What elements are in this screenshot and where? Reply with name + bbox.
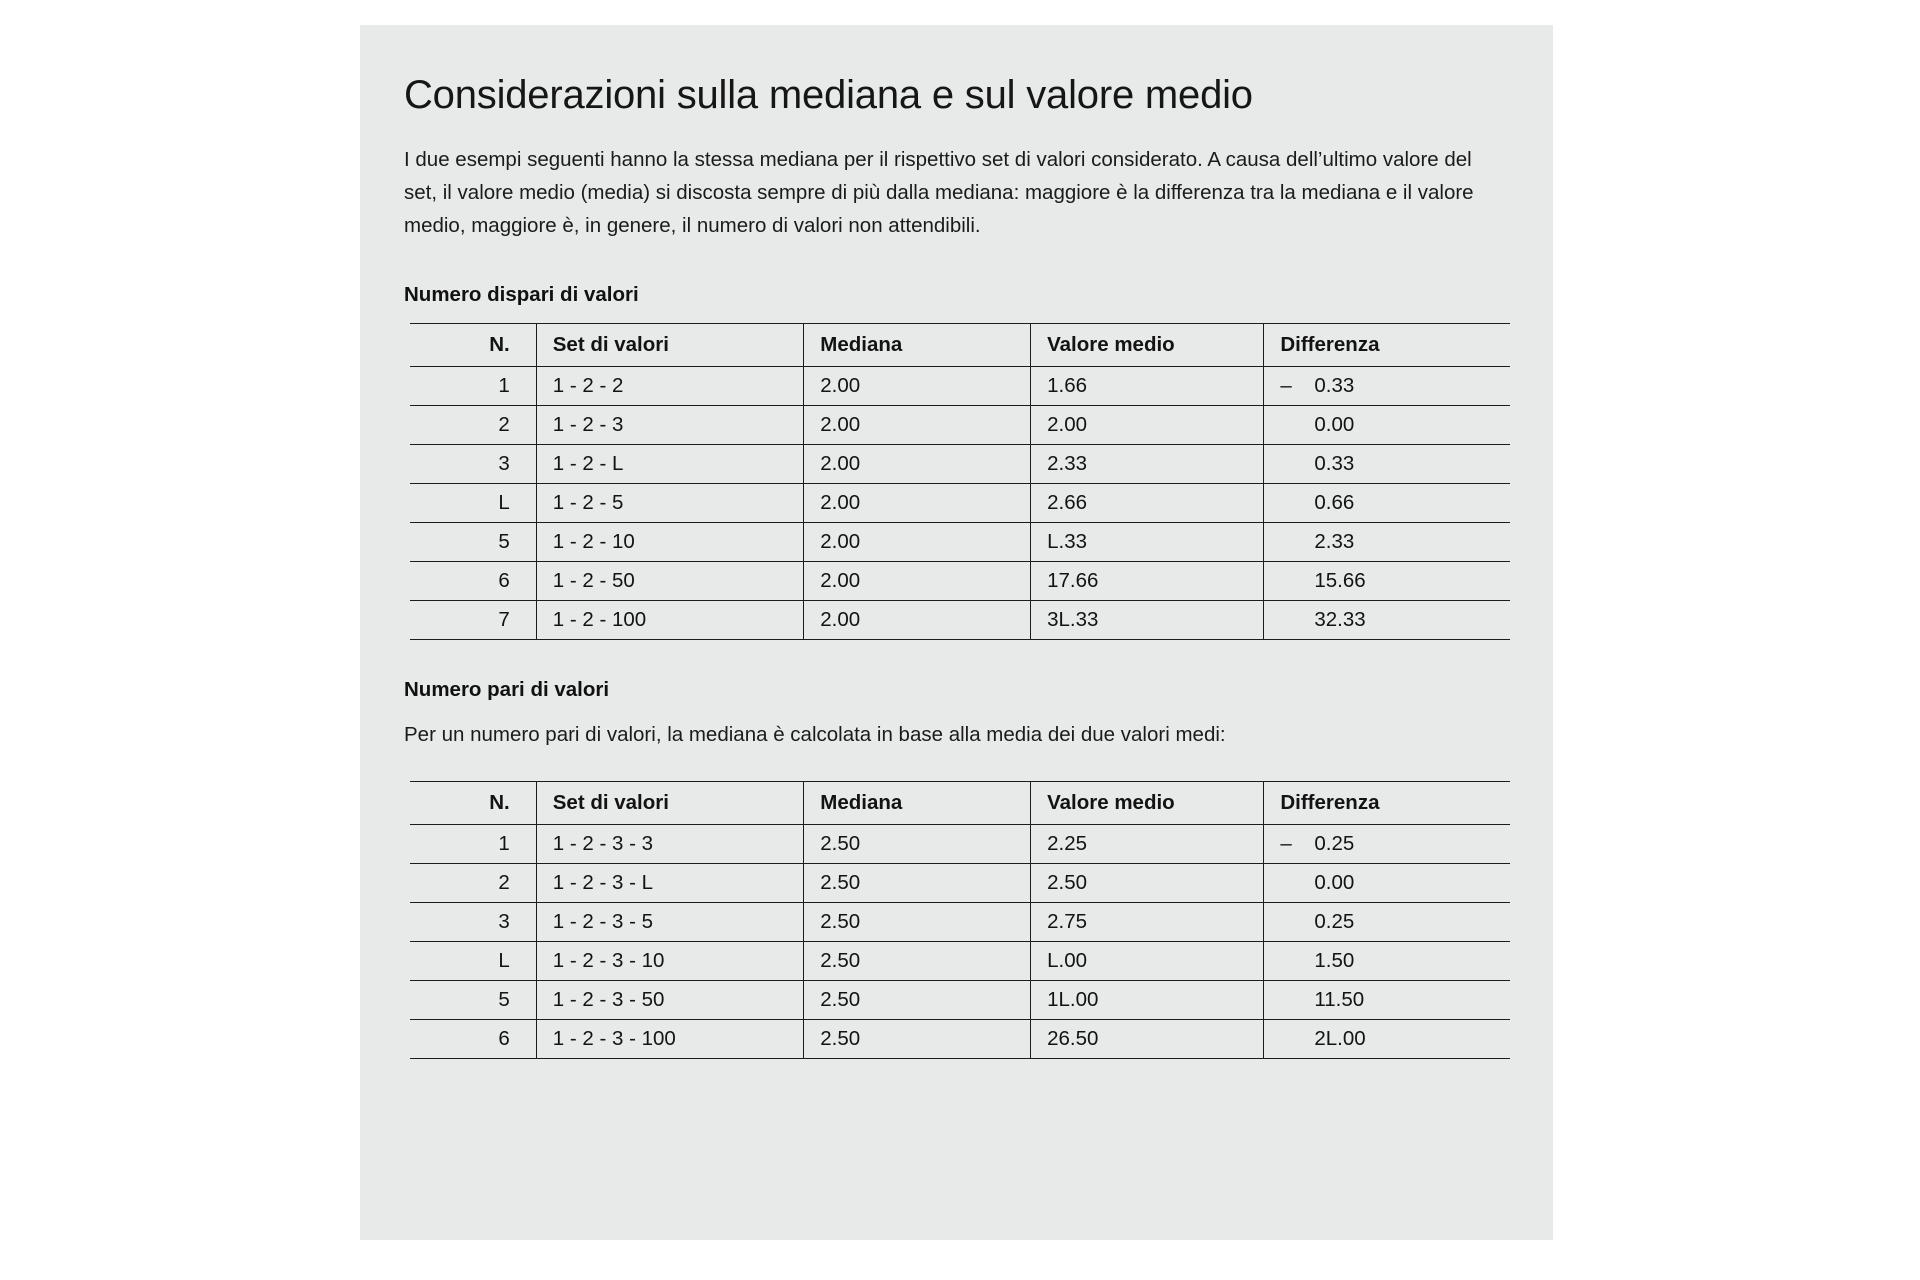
cell-set: 1 - 2 - 3 - 100 [536, 1019, 804, 1058]
differenza-value: 0.25 [1314, 909, 1355, 933]
table-row [410, 366, 1510, 405]
differenza-value: 15.66 [1314, 568, 1366, 592]
cell-valore-medio: L.33 [1031, 522, 1264, 561]
cell-mediana: 2.50 [804, 902, 1031, 941]
cell-n: 5 [410, 522, 536, 561]
column-header-set: Set di valori [536, 323, 804, 366]
table-odd-body [410, 366, 1510, 639]
cell-set: 1 - 2 - L [536, 444, 804, 483]
cell-set: 1 - 2 - 100 [536, 600, 804, 639]
minus-sign: – [1280, 831, 1292, 855]
cell-n: 6 [410, 561, 536, 600]
table-even-body [410, 824, 1510, 1058]
cell-valore-medio: 1L.00 [1031, 980, 1264, 1019]
table-row [410, 444, 1510, 483]
cell-valore-medio: 2.00 [1031, 405, 1264, 444]
cell-valore-medio: 2.66 [1031, 483, 1264, 522]
cell-differenza [1264, 561, 1510, 600]
column-header-valore-medio: Valore medio [1031, 781, 1264, 824]
cell-n: 1 [410, 366, 536, 405]
intro-paragraph: I due esempi seguenti hanno la stessa mediana per il rispettivo set di valori considerato. A causa dell’ultimo valore del set, il valore medio (media) si discosta sempre di più dalla mediana: maggiore è la differenza tra la mediana e il valore medio, maggiore è, in genere, il numero di valori non attendibili. [404, 148, 1474, 238]
cell-n: 6 [410, 1019, 536, 1058]
cell-differenza [1264, 980, 1510, 1019]
cell-differenza [1264, 366, 1510, 405]
column-header-differenza: Differenza [1264, 781, 1510, 824]
column-header-mediana: Mediana [804, 781, 1031, 824]
table-header-row [410, 323, 1510, 366]
cell-n: 2 [410, 863, 536, 902]
table-row [410, 561, 1510, 600]
section-heading-odd: Numero dispari di valori [404, 282, 639, 306]
table-row [410, 980, 1510, 1019]
column-header-mediana: Mediana [804, 323, 1031, 366]
cell-set: 1 - 2 - 2 [536, 366, 804, 405]
cell-n: L [410, 941, 536, 980]
cell-mediana: 2.00 [804, 444, 1031, 483]
table-row [410, 941, 1510, 980]
differenza-value: 0.25 [1314, 831, 1355, 855]
differenza-value: 2L.00 [1314, 1026, 1366, 1050]
cell-valore-medio: 17.66 [1031, 561, 1264, 600]
column-header-valore-medio: Valore medio [1031, 323, 1264, 366]
cell-n: 3 [410, 444, 536, 483]
table-row [410, 405, 1510, 444]
cell-valore-medio: 2.75 [1031, 902, 1264, 941]
cell-valore-medio: 3L.33 [1031, 600, 1264, 639]
cell-set: 1 - 2 - 50 [536, 561, 804, 600]
cell-mediana: 2.00 [804, 600, 1031, 639]
table-row [410, 824, 1510, 863]
cell-mediana: 2.00 [804, 366, 1031, 405]
differenza-value: 0.33 [1314, 373, 1355, 397]
cell-n: 1 [410, 824, 536, 863]
cell-mediana: 2.50 [804, 1019, 1031, 1058]
cell-mediana: 2.50 [804, 824, 1031, 863]
cell-set: 1 - 2 - 3 - 10 [536, 941, 804, 980]
differenza-value: 0.00 [1314, 412, 1355, 436]
cell-differenza [1264, 483, 1510, 522]
column-header-n: N. [410, 323, 536, 366]
cell-mediana: 2.00 [804, 522, 1031, 561]
cell-n: 5 [410, 980, 536, 1019]
cell-differenza [1264, 863, 1510, 902]
cell-set: 1 - 2 - 3 - 3 [536, 824, 804, 863]
cell-set: 1 - 2 - 10 [536, 522, 804, 561]
cell-n: 3 [410, 902, 536, 941]
column-header-set: Set di valori [536, 781, 804, 824]
section-heading-even: Numero pari di valori [404, 677, 610, 701]
cell-set: 1 - 2 - 3 - 5 [536, 902, 804, 941]
cell-set: 1 - 2 - 5 [536, 483, 804, 522]
differenza-value: 11.50 [1314, 987, 1365, 1011]
column-header-n: N. [410, 781, 536, 824]
cell-n: L [410, 483, 536, 522]
cell-differenza [1264, 1019, 1510, 1058]
cell-mediana: 2.50 [804, 980, 1031, 1019]
table-row [410, 863, 1510, 902]
table-row [410, 902, 1510, 941]
minus-sign: – [1280, 373, 1292, 397]
table-odd-values [410, 323, 1510, 640]
cell-differenza [1264, 824, 1510, 863]
page-title: Considerazioni sulla mediana e sul valore medio [404, 73, 1253, 117]
cell-mediana: 2.00 [804, 405, 1031, 444]
cell-valore-medio: 2.25 [1031, 824, 1264, 863]
cell-valore-medio: 1.66 [1031, 366, 1264, 405]
cell-mediana: 2.50 [804, 863, 1031, 902]
table-row [410, 1019, 1510, 1058]
cell-set: 1 - 2 - 3 [536, 405, 804, 444]
cell-n: 2 [410, 405, 536, 444]
table-row [410, 483, 1510, 522]
cell-differenza [1264, 444, 1510, 483]
table-even-values [410, 781, 1510, 1059]
cell-valore-medio: 26.50 [1031, 1019, 1264, 1058]
differenza-value: 0.00 [1314, 870, 1355, 894]
column-header-differenza: Differenza [1264, 323, 1510, 366]
cell-n: 7 [410, 600, 536, 639]
section-note-even: Per un numero pari di valori, la mediana è calcolata in base alla media dei due valori medi: [404, 722, 1226, 746]
cell-differenza [1264, 600, 1510, 639]
cell-mediana: 2.00 [804, 483, 1031, 522]
cell-valore-medio: 2.50 [1031, 863, 1264, 902]
cell-differenza [1264, 902, 1510, 941]
differenza-value: 2.33 [1314, 529, 1355, 553]
cell-mediana: 2.00 [804, 561, 1031, 600]
differenza-value: 0.66 [1314, 490, 1355, 514]
cell-valore-medio: L.00 [1031, 941, 1264, 980]
differenza-value: 1.50 [1314, 948, 1355, 972]
differenza-value: 32.33 [1314, 607, 1366, 631]
cell-valore-medio: 2.33 [1031, 444, 1264, 483]
differenza-value: 0.33 [1314, 451, 1355, 475]
content-panel [360, 25, 1553, 1240]
cell-set: 1 - 2 - 3 - L [536, 863, 804, 902]
cell-set: 1 - 2 - 3 - 50 [536, 980, 804, 1019]
table-row [410, 522, 1510, 561]
cell-differenza [1264, 405, 1510, 444]
cell-differenza [1264, 522, 1510, 561]
table-header-row [410, 781, 1510, 824]
cell-mediana: 2.50 [804, 941, 1031, 980]
table-row [410, 600, 1510, 639]
cell-differenza [1264, 941, 1510, 980]
